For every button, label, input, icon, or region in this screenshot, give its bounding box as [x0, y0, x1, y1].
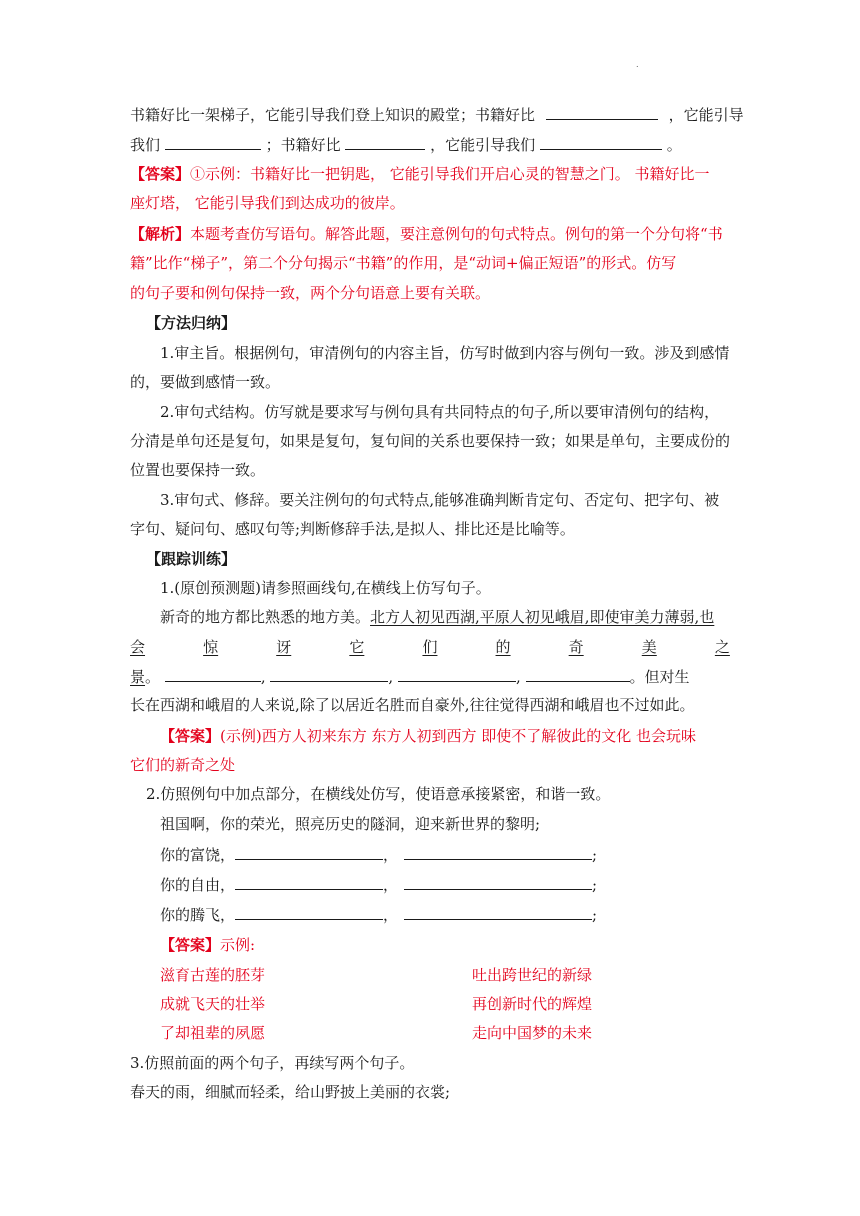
answer-blank[interactable] [235, 874, 383, 890]
method-line: 分清是单句还是复句，如果是复句，复句间的关系也要保持一致；如果是单句，主要成份的 [130, 432, 731, 450]
answer-blank[interactable] [165, 134, 261, 150]
answer-blank[interactable] [165, 666, 261, 682]
answer-line: 【答案】(示例)西方人初来东方 东方人初到西方 即使不了解彼此的文化 也会玩味 [160, 727, 697, 745]
answer-blank[interactable] [345, 134, 425, 150]
answer-blank[interactable] [235, 844, 383, 860]
answer-label: 【答案】 [130, 165, 191, 183]
method-line: 2.审句式结构。仿写就是要求写与例句具有共同特点的句子,所以要审清例句的结构， [160, 403, 720, 421]
fill-row: 你的自由， ， ; [160, 876, 598, 894]
answer-blank[interactable] [404, 904, 592, 920]
question-1-line: 长在西湖和峨眉的人来说,除了以居近名胜而自豪外,往往觉得西湖和峨眉也不过如此。 [130, 696, 695, 714]
answer-label: 【答案】 [160, 936, 221, 954]
method-line: 3.审句式、修辞。要关注例句的句式特点,能够准确判断肯定句、否定句、把字句、被 [160, 491, 720, 509]
answer-blank[interactable] [526, 666, 630, 682]
question-1-line: 新奇的地方都比熟悉的地方美。北方人初见西湖,平原人初见峨眉,即使审美力薄弱,也 [160, 608, 715, 626]
answer-blank[interactable] [398, 666, 516, 682]
question-3-example: 春天的雨，细腻而轻柔，给山野披上美丽的衣裳; [130, 1083, 451, 1101]
method-heading: 【方法归纳】 [146, 314, 237, 332]
underlined-sentence: 北方人初见西湖,平原人初见峨眉,即使审美力薄弱,也 [370, 608, 715, 626]
answer-line: 【答案】示例: [160, 936, 256, 954]
method-line: 字句、疑问句、感叹句等;判断修辞手法,是拟人、排比还是比喻等。 [130, 520, 575, 538]
question-1-text: 1.(原创预测题)请参照画线句,在横线上仿写句子。 [160, 579, 491, 597]
answer-blank[interactable] [404, 874, 592, 890]
page-mark: . [636, 60, 639, 69]
fill-row: 你的腾飞， ， ; [160, 906, 598, 924]
analysis-line: 籍”比作“梯子”，第二个分句揭示“书籍”的作用，是“动词+偏正短语”的形式。仿写 [130, 254, 677, 272]
method-line: 1.审主旨。根据例句，审清例句的内容主旨，仿写时做到内容与例句一致。涉及到感情 [160, 344, 730, 362]
answer-row: 滋育古莲的胚芽 吐出跨世纪的新绿 [160, 966, 593, 984]
method-line: 的，要做到感情一致。 [130, 373, 281, 391]
answer-line: 它们的新奇之处 [130, 756, 236, 774]
question-2-text: 2.仿照例句中加点部分，在横线处仿写，使语意承接紧密，和谐一致。 [146, 785, 611, 803]
training-heading: 【跟踪训练】 [146, 550, 237, 568]
answer-line: 座灯塔， 它能引导我们到达成功的彼岸。 [130, 194, 405, 212]
answer-row: 了却祖辈的夙愿 走向中国梦的未来 [160, 1024, 593, 1042]
answer-blank[interactable] [540, 134, 662, 150]
method-line: 位置也要保持一致。 [130, 461, 266, 479]
analysis-line: 的句子要和例句保持一致，两个分句语意上要有关联。 [130, 284, 491, 302]
answer-blank[interactable] [546, 104, 658, 120]
question-3-text: 3.仿照前面的两个句子，再续写两个句子。 [130, 1054, 415, 1072]
answer-row: 成就飞天的壮举 再创新时代的辉煌 [160, 995, 593, 1013]
answer-blank[interactable] [270, 666, 388, 682]
question-text-line: 书籍好比一架梯子，它能引导我们登上知识的殿堂；书籍好比 ，它能引导 [130, 106, 744, 124]
analysis-label: 【解析】 [130, 225, 191, 243]
answer-label: 【答案】 [160, 727, 221, 745]
underlined-sentence-spread: 会 惊 讶 它 们 的 奇 美 之 [130, 638, 730, 656]
answer-line: 【答案】①示例：书籍好比一把钥匙， 它能引导我们开启心灵的智慧之门。 书籍好比一 [130, 165, 710, 183]
answer-blank[interactable] [404, 844, 592, 860]
question-2-example: 祖国啊，你的荣光，照亮历史的隧洞，迎来新世界的黎明; [160, 815, 541, 833]
analysis-line: 【解析】本题考查仿写语句。解答此题，要注意例句的句式特点。例句的第一个分句将“书 [130, 225, 723, 243]
fill-row: 你的富饶， ， ; [160, 846, 598, 864]
question-text-line: 我们 ；书籍好比 ，它能引导我们 。 [130, 136, 682, 154]
question-1-blanks-line: 景。 , , , 。但对生 [130, 668, 690, 686]
answer-blank[interactable] [235, 904, 383, 920]
